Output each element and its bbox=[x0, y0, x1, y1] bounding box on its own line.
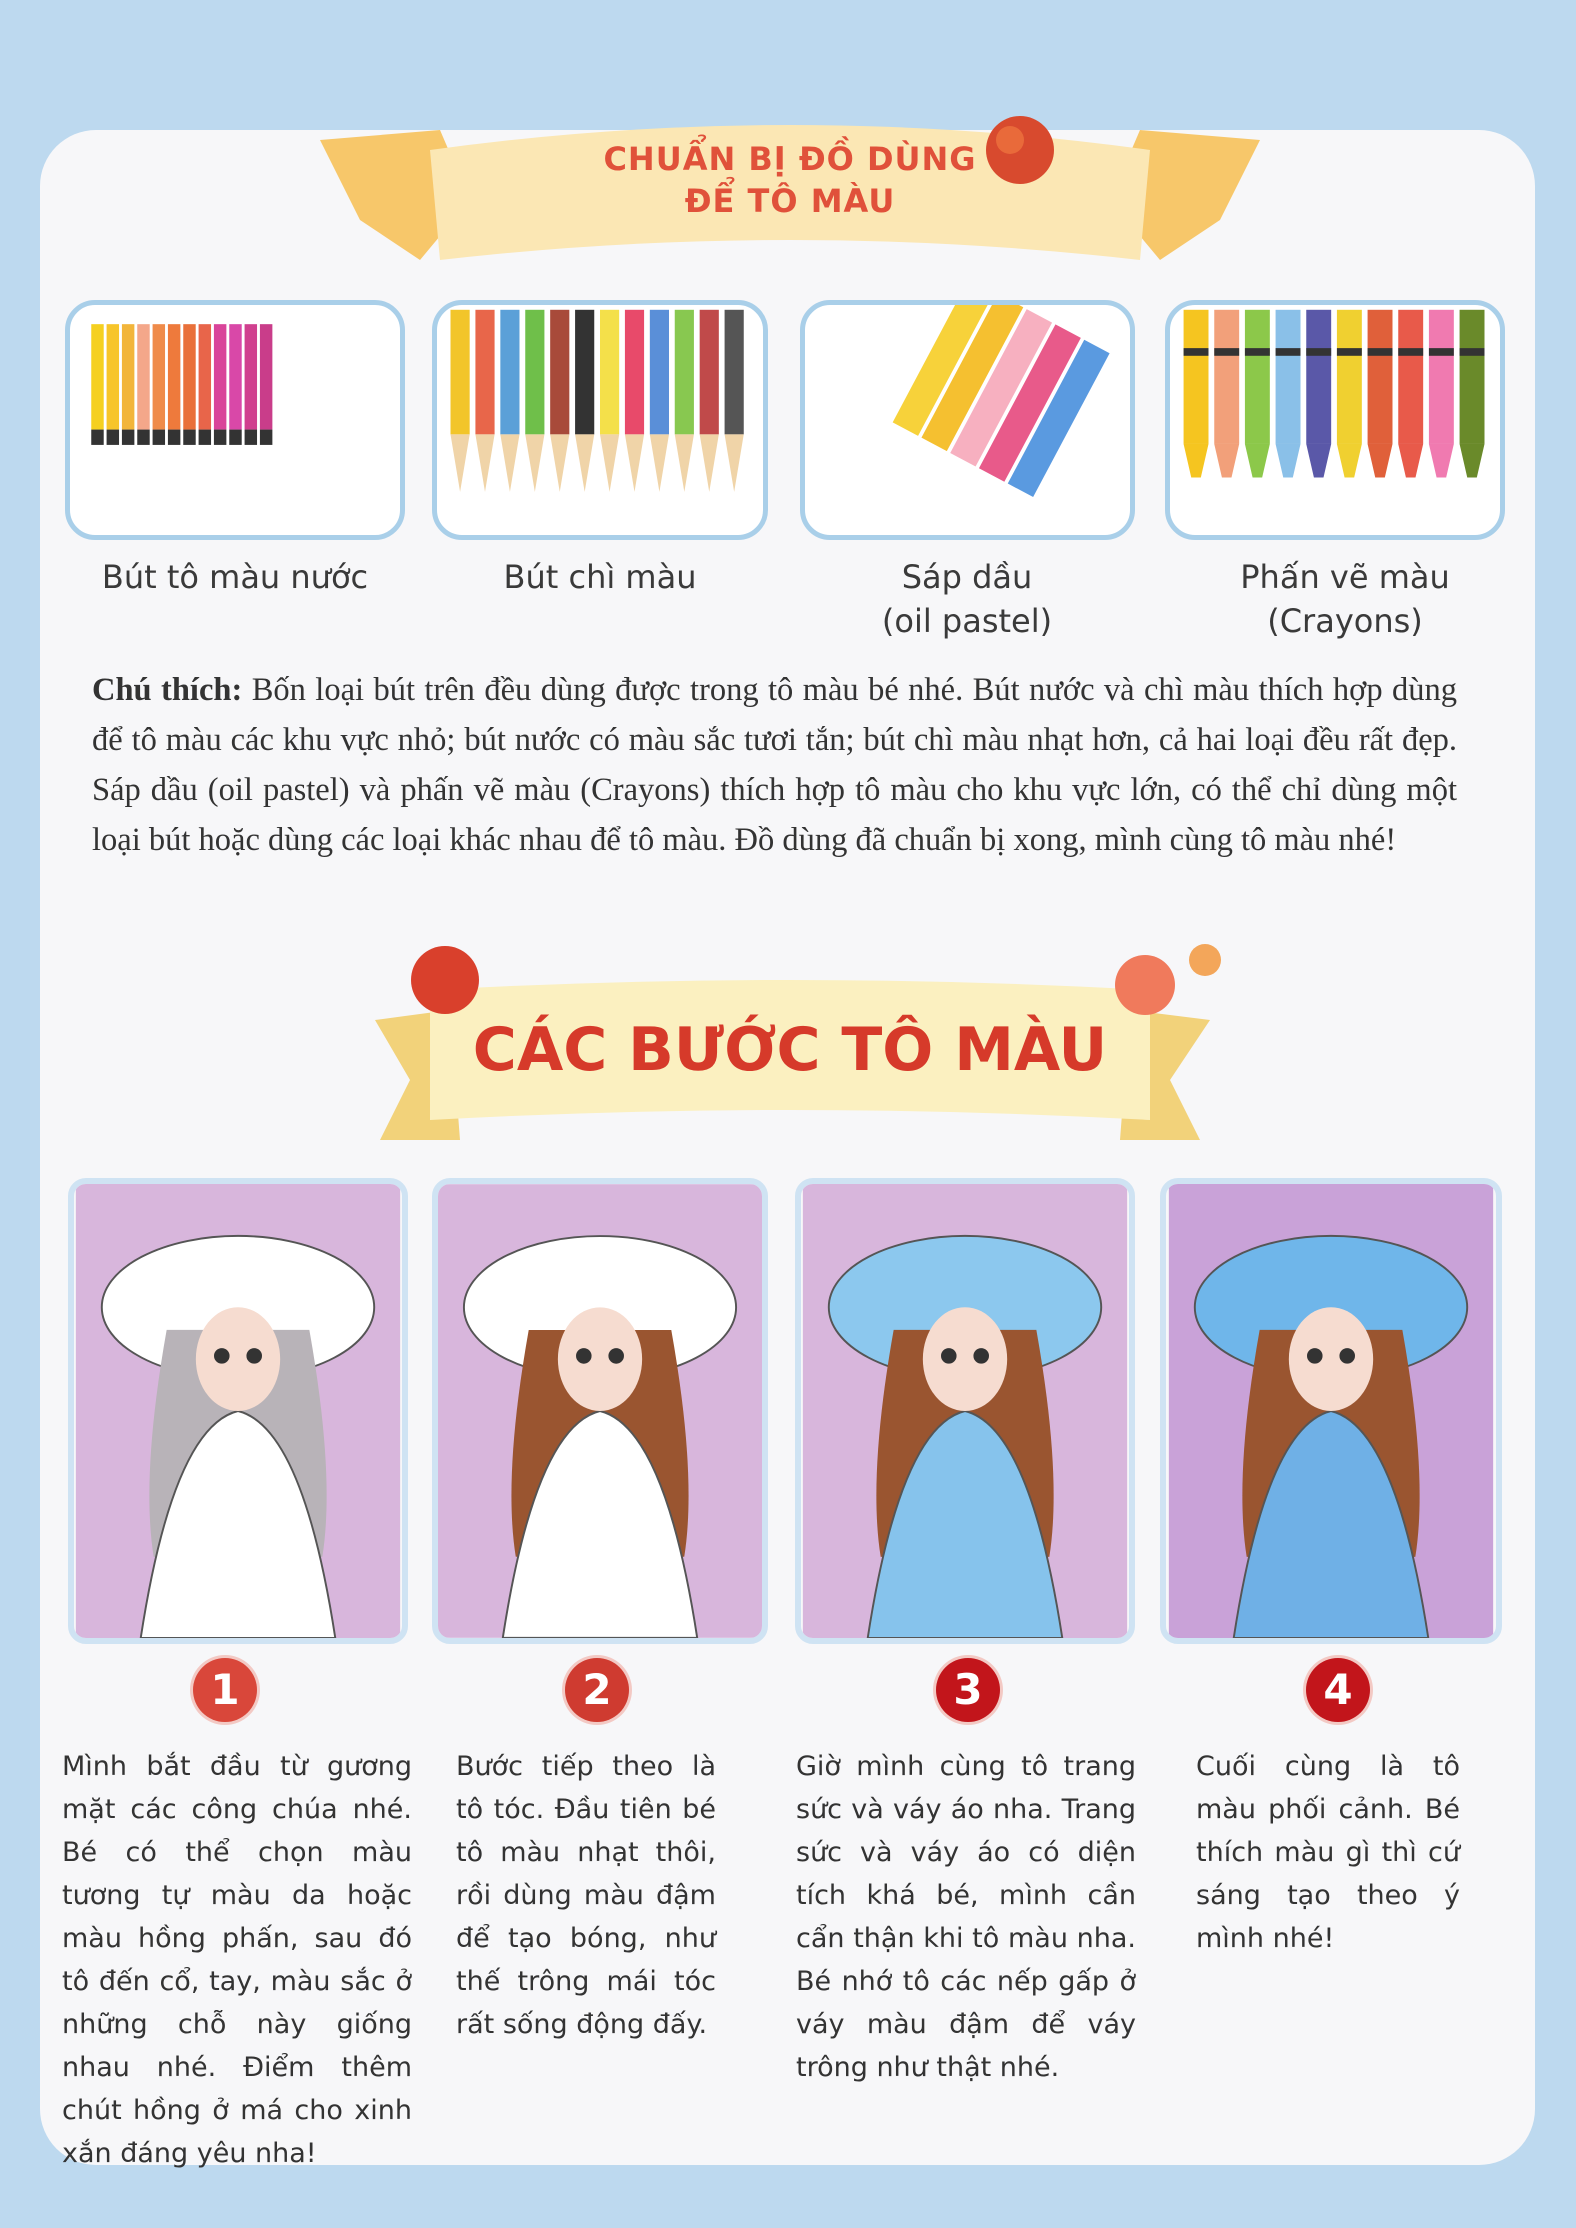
crayon-tip bbox=[1337, 444, 1362, 478]
step-number-3: 3 bbox=[936, 1658, 1000, 1722]
crayon-tip bbox=[1184, 444, 1209, 478]
pencil-tip bbox=[451, 434, 470, 492]
crayon-tip bbox=[1245, 444, 1270, 478]
eye bbox=[608, 1348, 624, 1364]
crayon-tip bbox=[1306, 444, 1331, 478]
tool-label: Bút tô màu nước bbox=[101, 558, 369, 596]
pencil-tip bbox=[525, 434, 544, 492]
step-number-4: 4 bbox=[1306, 1658, 1370, 1722]
steps-title: CÁC BƯỚC TÔ MÀU bbox=[472, 1015, 1108, 1085]
tool-box-pastels bbox=[800, 300, 1135, 540]
note-title: Chú thích: bbox=[92, 672, 243, 708]
marker-cap bbox=[245, 430, 257, 445]
marker-cap bbox=[214, 430, 226, 445]
eye bbox=[576, 1348, 592, 1364]
tool-box-markers bbox=[65, 300, 405, 540]
pencil-tip bbox=[725, 434, 744, 492]
marker-cap bbox=[122, 430, 134, 445]
tool-label: Sáp dầu (oil pastel) bbox=[881, 558, 1053, 640]
step-text-4: Cuối cùng là tô màu phối cảnh. Bé thích màu gì thì cứ sáng tạo theo ý mình nhé! bbox=[1196, 1751, 1460, 1954]
marker-cap bbox=[199, 430, 211, 445]
crayon-tip bbox=[1460, 444, 1485, 478]
header-ribbon bbox=[320, 110, 1260, 280]
crayon-band bbox=[1306, 348, 1331, 356]
marker bbox=[199, 324, 211, 429]
eye bbox=[246, 1348, 262, 1364]
pencil bbox=[475, 310, 494, 435]
header-title-line2: ĐỂ TÔ MÀU bbox=[684, 182, 896, 220]
crayon bbox=[1368, 310, 1393, 444]
crayon-band bbox=[1398, 348, 1423, 356]
pencil-tip bbox=[500, 434, 519, 492]
crayon-band bbox=[1214, 348, 1239, 356]
marker-cap bbox=[153, 430, 165, 445]
marker bbox=[91, 324, 103, 429]
crayon-band bbox=[1429, 348, 1454, 356]
pencil-tip bbox=[625, 434, 644, 492]
pencil bbox=[525, 310, 544, 435]
marker bbox=[153, 324, 165, 429]
pencil bbox=[600, 310, 619, 435]
crayon-tip bbox=[1368, 444, 1393, 478]
marker-cap bbox=[168, 430, 180, 445]
tool-box-crayons bbox=[1165, 300, 1505, 540]
pencil-tip bbox=[600, 434, 619, 492]
face bbox=[558, 1307, 642, 1411]
header-title-line1: CHUẨN BỊ ĐỒ DÙNG bbox=[603, 140, 977, 178]
pencil-tip bbox=[675, 434, 694, 492]
step-text-2: Bước tiếp theo là tô tóc. Đầu tiên bé tô màu nhạt thôi, rồi dùng màu đậm để tạo bóng, như thế trông mái tóc rất sống động đấy. bbox=[456, 1751, 716, 2040]
crayons-image bbox=[1170, 305, 1500, 535]
crayon-tip bbox=[1276, 444, 1301, 478]
crayon-band bbox=[1276, 348, 1301, 356]
pencil-tip bbox=[475, 434, 494, 492]
tool-box-pencils bbox=[432, 300, 768, 540]
pencil-tip bbox=[575, 434, 594, 492]
marker-cap bbox=[91, 430, 103, 445]
eye bbox=[1339, 1348, 1355, 1364]
eye bbox=[973, 1348, 989, 1364]
tool-label: Bút chì màu bbox=[503, 558, 697, 596]
eye bbox=[1307, 1348, 1323, 1364]
crayon-band bbox=[1337, 348, 1362, 356]
crayon bbox=[1214, 310, 1239, 444]
princess-dress-colored-image bbox=[801, 1184, 1129, 1638]
marker-cap bbox=[260, 430, 272, 445]
pencil-tip bbox=[700, 434, 719, 492]
oil-pastels-image bbox=[805, 305, 1130, 535]
pencil bbox=[650, 310, 669, 435]
crayon bbox=[1460, 310, 1485, 444]
pencil bbox=[675, 310, 694, 435]
step-number-2: 2 bbox=[565, 1658, 629, 1722]
step-image-1 bbox=[68, 1178, 408, 1644]
eye bbox=[214, 1348, 230, 1364]
marker-cap bbox=[183, 430, 195, 445]
princess-fully-colored-image bbox=[1166, 1184, 1496, 1638]
crayon bbox=[1184, 310, 1209, 444]
princess-hair-colored-image bbox=[438, 1184, 762, 1638]
face bbox=[923, 1307, 1007, 1411]
crayon bbox=[1306, 310, 1331, 444]
crayon-tip bbox=[1398, 444, 1423, 478]
crayon-band bbox=[1184, 348, 1209, 356]
marker-cap bbox=[229, 430, 241, 445]
crayon bbox=[1276, 310, 1301, 444]
crayon bbox=[1429, 310, 1454, 444]
colored-pencils-image bbox=[437, 305, 763, 535]
note-text: Bốn loại bút trên đều dùng được trong tô màu bé nhé. Bút nước và chì màu thích hợp dùng để tô màu các khu vực nhỏ; bút nước có màu sắc tươi tắn; bút chì màu nhạt hơn, cả hai loại đều rất đẹp. Sáp dầu (oil pastel) và phấn vẽ màu (Crayons) thích hợp tô màu cho khu vực lớn, có thể chỉ dùng một loại bút hoặc dùng các loại khác nhau để tô màu. Đồ dùng đã chuẩn bị xong, mình cùng tô màu nhé! bbox=[92, 672, 1457, 858]
crayon-tip bbox=[1429, 444, 1454, 478]
marker bbox=[107, 324, 119, 429]
marker bbox=[245, 324, 257, 429]
eye bbox=[941, 1348, 957, 1364]
face bbox=[1289, 1307, 1373, 1411]
step-image-4 bbox=[1160, 1178, 1502, 1644]
pencil bbox=[500, 310, 519, 435]
marker-cap bbox=[137, 430, 149, 445]
marker bbox=[229, 324, 241, 429]
crayon-band bbox=[1460, 348, 1485, 356]
marker bbox=[137, 324, 149, 429]
markers-image bbox=[70, 305, 400, 535]
crayon-band bbox=[1245, 348, 1270, 356]
crayon bbox=[1337, 310, 1362, 444]
step-image-3 bbox=[795, 1178, 1135, 1644]
marker bbox=[183, 324, 195, 429]
step-text-1: Mình bắt đầu từ gương mặt các công chúa nhé. Bé có thể chọn màu tương tự màu da hoặc màu hồng phấn, sau đó tô đến cổ, tay, màu sắc ở những chỗ này giống nhau nhé. Điểm thêm chút hồng ở má cho xinh xắn đáng yêu nha! bbox=[62, 1751, 412, 2169]
marker bbox=[214, 324, 226, 429]
marker bbox=[168, 324, 180, 429]
pencil-tip bbox=[550, 434, 569, 492]
tool-label: Phấn vẽ màu (Crayons) bbox=[1240, 558, 1450, 640]
marker-cap bbox=[107, 430, 119, 445]
crayon bbox=[1398, 310, 1423, 444]
crayon-band bbox=[1368, 348, 1393, 356]
crayon bbox=[1245, 310, 1270, 444]
steps-ribbon bbox=[340, 910, 1240, 1160]
pencil bbox=[575, 310, 594, 435]
pencil bbox=[451, 310, 470, 435]
marker bbox=[122, 324, 134, 429]
pencil bbox=[550, 310, 569, 435]
note-paragraph bbox=[92, 665, 1457, 865]
crayon-tip bbox=[1214, 444, 1239, 478]
step-number-1: 1 bbox=[193, 1658, 257, 1722]
step-image-2 bbox=[432, 1178, 768, 1644]
pencil bbox=[625, 310, 644, 435]
step-text-3: Giờ mình cùng tô trang sức và váy áo nha. Trang sức và váy áo có diện tích khá bé, mình cần cẩn thận khi tô màu nha. Bé nhớ tô các nếp gấp ở váy màu đậm để váy trông như thật nhé. bbox=[796, 1751, 1136, 2083]
pencil bbox=[700, 310, 719, 435]
pencil bbox=[725, 310, 744, 435]
marker bbox=[260, 324, 272, 429]
face bbox=[196, 1307, 280, 1411]
princess-lineart-image bbox=[74, 1184, 402, 1638]
pencil-tip bbox=[650, 434, 669, 492]
